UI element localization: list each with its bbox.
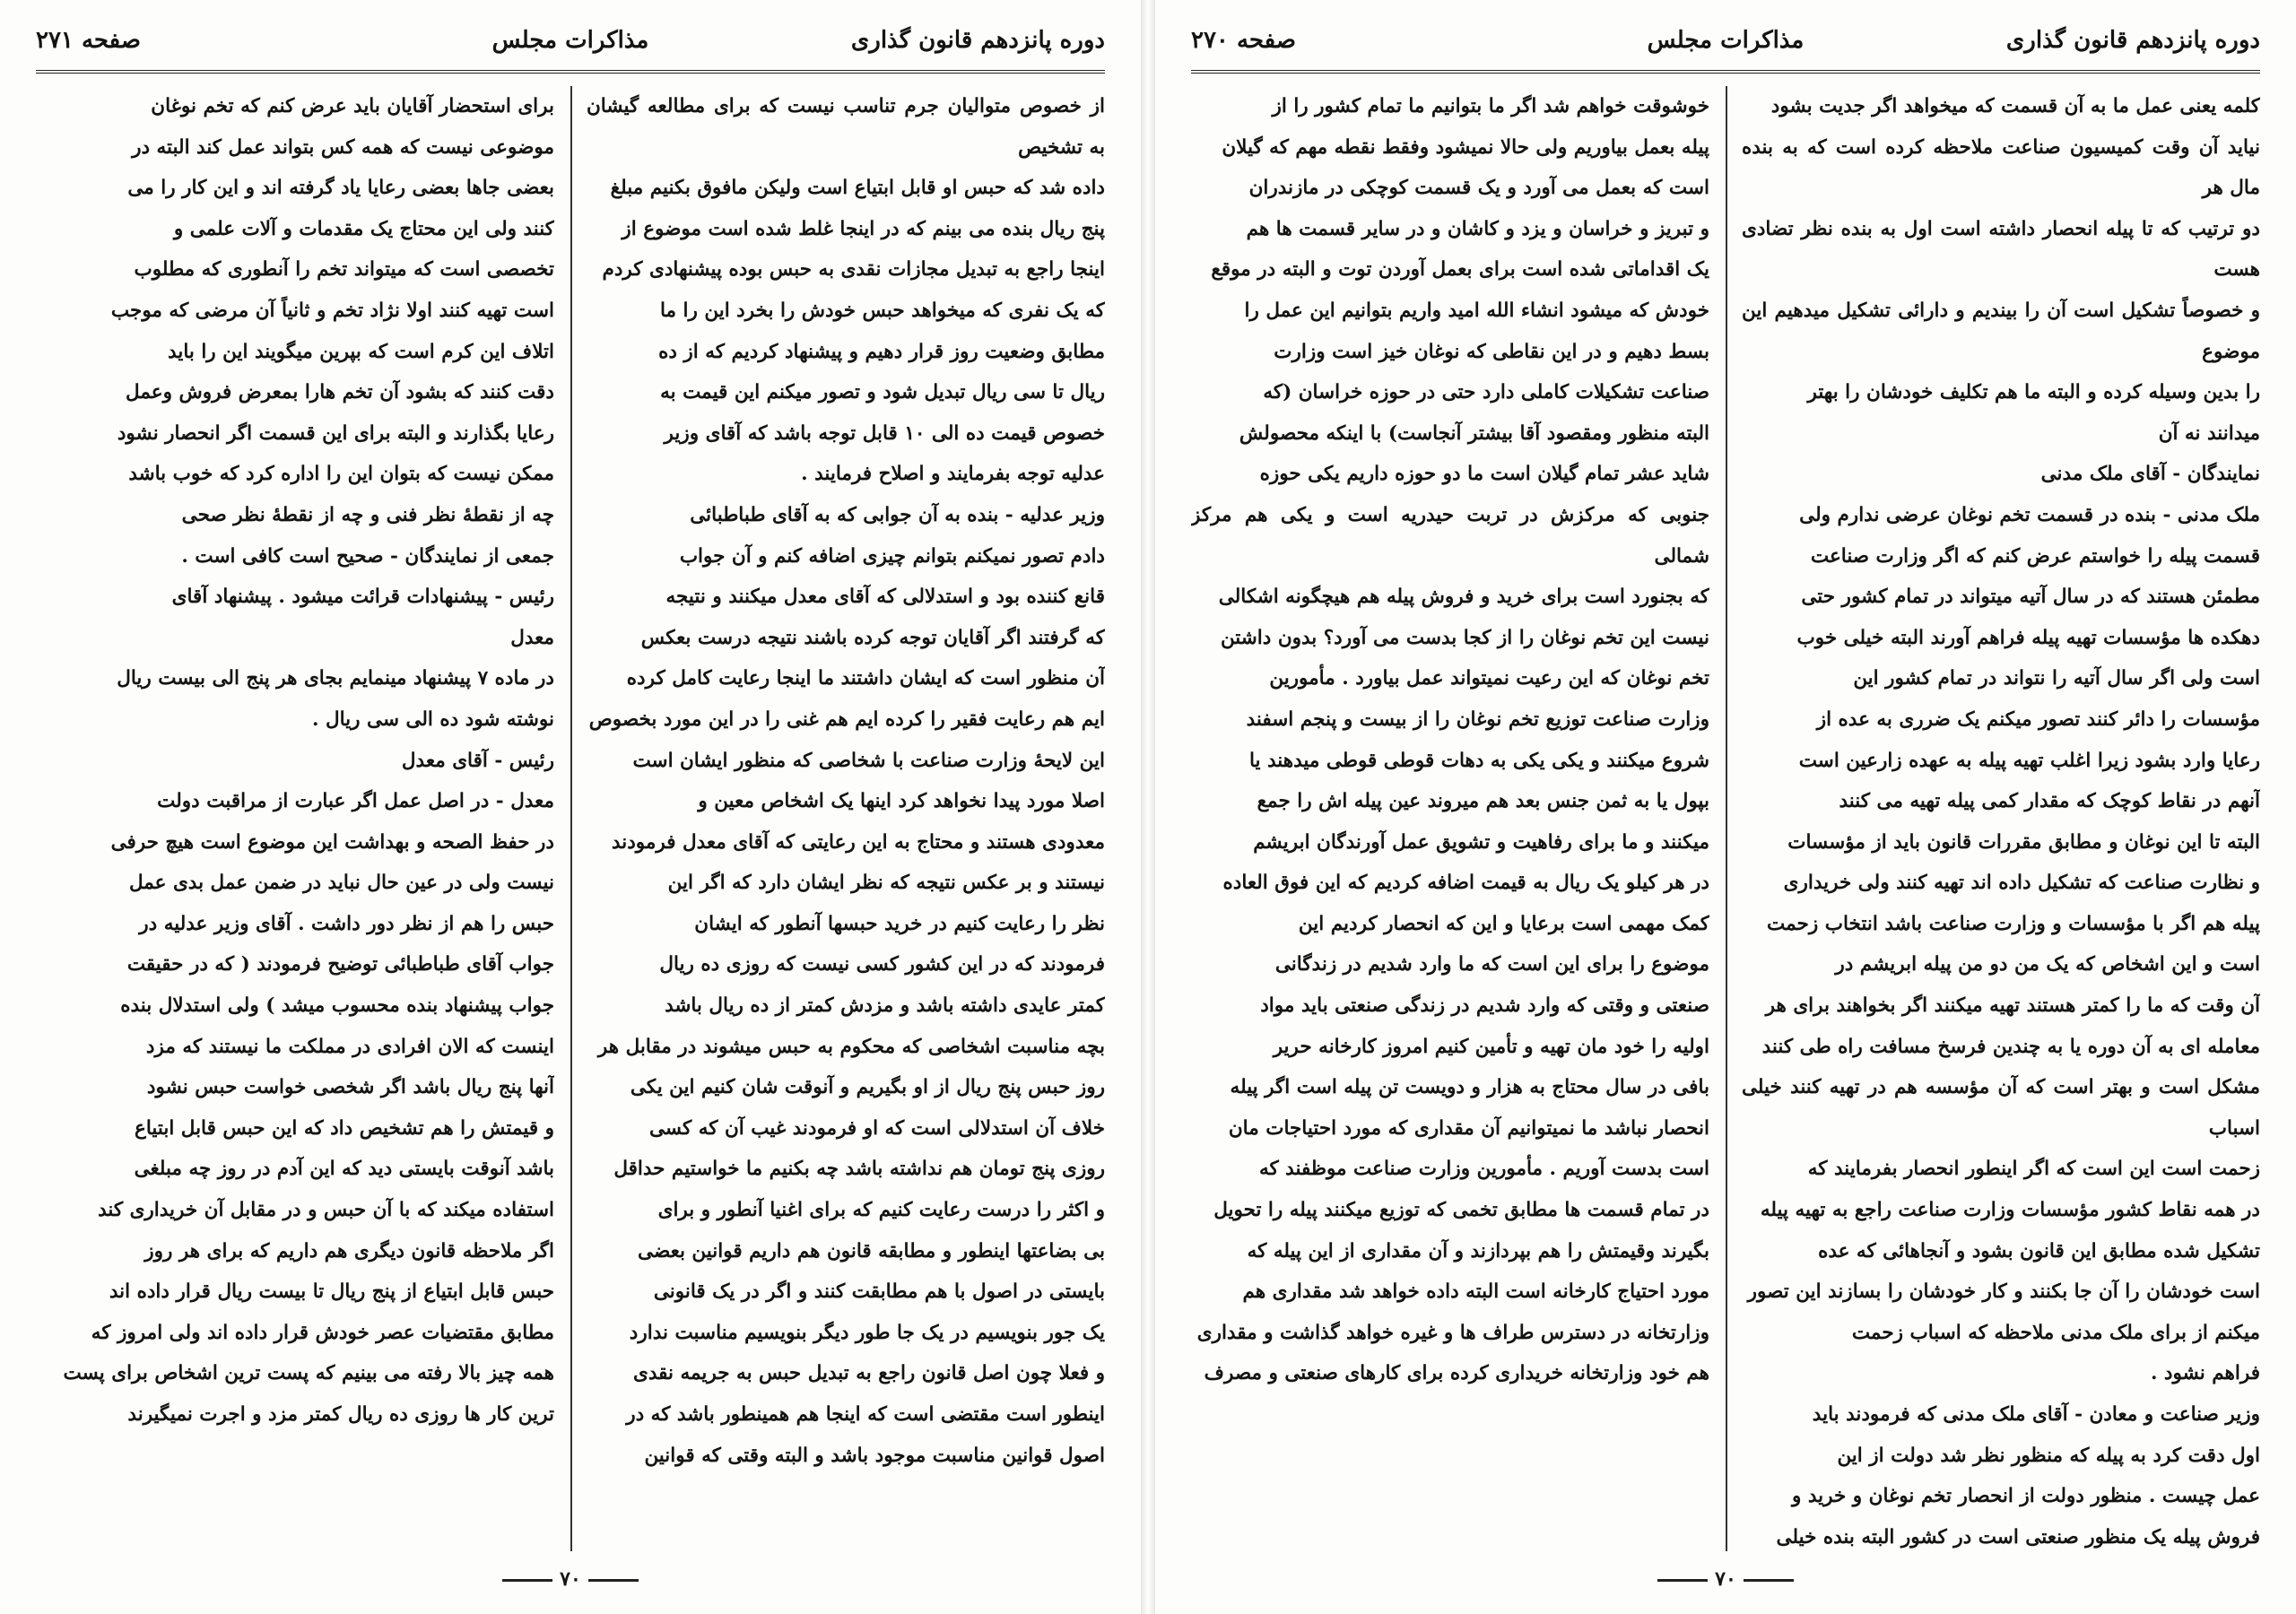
section-title: مذاکرات مجلس [1647, 27, 1805, 54]
footer-number: ۷۰ [560, 1567, 581, 1591]
column-text: خوشوقت خواهم شد اگر ما بتوانیم ما تمام کشور را از پیله بعمل بیاوریم ولی حالا نمیشود وفقط نقطه مهم که گیلان است که بعمل می آورد و یک قسمت کوچکی در مازندران و تبریز و خراسان و یزد و کاشان و در سایر قسمت ها هم یک اقداماتی شده است برای بعمل آوردن توت و البته در موقع خودش که میشود انشاء الله امید واریم بتوانیم این عمل را بسط دهیم و در این نقاطی که نوغان خیز است وزارت صناعت تشکیلات کاملی دارد حتی در حوزه خراسان (که البته منظور ومقصود آقا بیشتر آنجاست) با اینکه محصولش شاید عشر تمام گیلان است ما دو حوزه داریم یکی حوزه جنوبی که مرکزش در تربت حیدریه است و یکی هم مرکز شمالی که بجنورد است برای خرید و فروش پیله هم هیچگونه اشکالی نیست این تخم نوغان را از کجا بدست می آورد؟ بدون داشتن تخم نوغان که این رعیت نمیتواند عمل بیاورد . مأمورین وزارت صناعت توزیع تخم نوغان را از بیست و پنجم اسفند شروع میکنند و یکی یکی به دهات قوطی قوطی میدهند یا بپول یا به ثمن جنس بعد هم میروند عین پیله اش را جمع میکنند و ما برای رفاهیت و تشویق عمل آورندگان ابریشم در هر کیلو یک ریال به قیمت اضافه کردیم که این فوق العاده کمک مهمی است برعایا و این که انحصار کردیم این موضوع را برای این است که ما وارد شدیم در زندگانی صنعتی و وقتی که وارد شدیم در زندگی صنعتی باید مواد اولیه را خود مان تهیه و تأمین کنیم امروز کارخانه حریر بافی در سال محتاج به هزار و دویست تن پیله است اگر پیله انحصار نباشد ما نمیتوانیم آن مقداری که مورد احتیاجات مان است بدست آوریم . مأمورین وزارت صناعت موظفند که در تمام قسمت ها مطابق تخمی که توزیع میکنند پیله را تحویل بگیرند وقیمتش را هم بپردازند و آن مقداری از این پیله که مورد احتیاج کارخانه است البته داده خواهد شد مقداری هم وزارتخانه در دسترس طراف ها و غیره خواهد گذاشت و مقداری هم خود وزارتخانه خریداری کرده برای کارهای صنعتی و مصرف [1191, 95, 1709, 1385]
text-columns [1191, 86, 2260, 1551]
footer-rule [502, 1579, 552, 1582]
column-text: کلمه یعنی عمل ما به آن قسمت که میخواهد اگر جدیت بشود نیاید آن وقت کمیسیون صناعت ملاحظه کرده است که به بنده مال هر دو ترتیب که تا پیله انحصار داشته است اول به بنده نظر تضادی هست و خصوصاً تشکیل است آن را بیندیم و دارائی تشکیل میدهیم این موضوع را بدین وسیله کرده و البته ما هم تکلیف خودشان را بهتر میدانند نه آن نمایندگان - آقای ملک مدنی ملک مدنی - بنده در قسمت تخم نوغان عرضی ندارم ولی قسمت پیله را خواستم عرض کنم که اگر وزارت صناعت مطمئن هستند که در سال آتیه میتواند در تمام کشور حتی دهکده ها مؤسسات تهیه پیله فراهم آورند البته خیلی خوب است ولی اگر سال آتیه را نتواند در تمام کشور این مؤسسات را دائر کنند تصور میکنم یک ضرری به عده از رعایا وارد بشود زیرا اغلب تهیه پیله به عهده زارعین است آنهم در نقاط کوچک که مقدار کمی پیله تهیه می کنند البته تا این نوغان و مطابق مقررات قانون باید از مؤسسات و نظارت صناعت که تشکیل داده اند تهیه کنند ولی خریداری پیله هم اگر با مؤسسات و وزارت صناعت باشد انتخاب زحمت است و این اشخاص که یک من دو من پیله ابریشم در آن وقت که ما را کمتر هستند تهیه میکنند اگر بخواهند برای هر معامله ای به آن دوره یا به چندین فرسخ مسافت راه طی کنند مشکل است و بهتر است که آن مؤسسه هم در تهیه کنند خیلی اسباب زحمت است این است که اگر اینطور انحصار بفرمایند که در همه نقاط کشور مؤسسات وزارت صناعت راجع به تهیه پیله تشکیل شده مطابق این قانون بشود و آنجاهائی که عده است خودشان را آن جا بکنند و کار خودشان را بسازند این تصور میکنم از برای ملک مدنی ملاحظه که اسباب زحمت فراهم نشود . وزیر صناعت و معادن - آقای ملک مدنی که فرمودند باید اول دقت کرد به پیله که منظور نظر شد دولت از این عمل چیست . منظور دولت از انحصار تخم نوغان و خرید و فروش پیله یک منظور صنعتی است در کشور البته بنده خیلی [1742, 95, 2260, 1549]
page-footer [0, 1567, 1141, 1591]
section-title: مذاکرات مجلس [491, 27, 649, 54]
column-right [587, 86, 1105, 1551]
column-text: برای استحضار آقایان باید عرض کنم که تخم نوغان موضوعی نیست که همه کس بتواند عمل کند البته در بعضی جاها بعضی رعایا یاد گرفته اند و این کار را می کنند ولی این محتاج یک مقدمات و آلات علمی و تخصصی است که میتواند تخم را آنطوری که مطلوب است تهیه کنند اولا نژاد تخم و ثانیاً آن مرضی که موجب اتلاف این کرم است که بپرین میگویند این را باید دقت کنند که بشود آن تخم هارا بمعرض فروش وعمل رعایا بگذارند و البته برای این قسمت اگر انحصار نشود ممکن نیست که بتوان این را اداره کرد که خوب باشد چه از نقطهٔ نظر فنی و چه از نقطهٔ نظر صحی جمعی از نمایندگان - صحیح است کافی است . رئیس - پیشنهادات قرائت میشود . پیشنهاد آقای معدل در ماده ۷ پیشنهاد مینمایم بجای هر پنج الی بیست ریال نوشته شود ده الی سی ریال . رئیس - آقای معدل معدل - در اصل عمل اگر عبارت از مراقبت دولت در حفظ الصحه و بهداشت این موضوع است هیچ حرفی نیست ولی در عین حال نباید در ضمن عمل بدی عمل حبس را هم از نظر دور داشت . آقای وزیر عدلیه در جواب آقای طباطبائی توضیح فرمودند ( که در حقیقت جواب پیشنهاد بنده محسوب میشد ) ولی استدلال بنده اینست که الان افرادی در مملکت ما نیستند که مزد آنها پنج ریال باشد اگر شخصی خواست حبس نشود و قیمتش را هم تشخیص داد که این حبس قابل ابتیاع باشد آنوقت بایستی دید که این آدم در روز چه مبلغی استفاده میکند که با آن حبس و در مقابل آن خریداری کند اگر ملاحظه قانون دیگری هم داریم که برای هر روز حبس قابل ابتیاع از پنج ریال تا بیست ریال قرار داده اند مطابق مقتضیات عصر خودش قرار داده اند ولی امروز که همه چیز بالا رفته می بینیم که پست ترین اشخاص برای پست ترین کار ها روزی ده ریال کمتر مزد و اجرت نمیگیرند [63, 95, 554, 1426]
column-left [36, 86, 554, 1551]
text-columns [36, 86, 1105, 1551]
page-header [1191, 16, 2260, 74]
page-footer [1155, 1567, 2296, 1591]
series-title: دوره پانزدهم قانون گذاری [850, 27, 1105, 54]
column-divider [1726, 86, 1727, 1551]
page-number: صفحه ۲۷۱ [36, 27, 141, 54]
column-divider [570, 86, 572, 1551]
page-header [36, 16, 1105, 74]
column-left [1191, 86, 1709, 1551]
footer-rule [1744, 1579, 1794, 1582]
column-text: از خصوص متوالیان جرم تناسب نیست که برای مطالعه گیشان به تشخیص داده شد که حبس او قابل ابتیاع است ولیکن مافوق بکنیم مبلغ پنج ریال بنده می بینم که در اینجا غلط شده است موضوع از اینجا راجع به تبدیل مجازات نقدی به حبس بوده پیشنهادی کردم که یک نفری که میخواهد حبس خودش را بخرد این را ما مطابق وضعیت روز قرار دهیم و پیشنهاد کردیم که از ده ریال تا سی ریال تبدیل شود و تصور میکنم این قیمت به خصوص قیمت ده الی ۱۰ قابل توجه باشد که آقای وزیر عدلیه توجه بفرمایند و اصلاح فرمایند . وزیر عدلیه - بنده به آن جوابی که به آقای طباطبائی دادم تصور نمیکنم بتوانم چیزی اضافه کنم و آن جواب قانع کننده بود و استدلالی که آقای معدل میکنند و نتیجه که گرفتند اگر آقایان توجه کرده باشند نتیجه درست بعکس آن منظور است که ایشان داشتند ما اینجا رعایت کامل کرده ایم هم رعایت فقیر را کرده ایم هم غنی را در این مورد بخصوص این لایحهٔ وزارت صناعت با شخاصی که منظور ایشان است اصلا مورد پیدا نخواهد کرد اینها یک اشخاص معین و معدودی هستند و محتاج به این رعایتی که آقای معدل فرمودند نیستند و بر عکس نتیجه که نظر ایشان دارد که اگر این نظر را رعایت کنیم در خرید حبسها آنطور که ایشان فرمودند که در این کشور کسی نیست که روزی ده ریال کمتر عایدی داشته باشد و مزدش کمتر از ده ریال باشد بچه مناسبت اشخاصی که محکوم به حبس میشوند در مقابل هر روز حبس پنج ریال از او بگیریم و آنوقت شان کنیم این یکی خلاف آن استدلالی است که او فرمودند غیب آن که کسی روزی پنج تومان هم نداشته باشد چه بکنیم ما خواستیم حداقل و اکثر را درست رعایت کنیم که برای اغنیا آنطور و برای بی بضاعتها اینطور و مطابقه قانون هم داریم قوانین بعضی بایستی در اصول با هم مطابقت کنند و اگر در یک قانونی یک جور بنویسیم در یک جا طور دیگر بنویسیم مناسبت ندارد و فعلا چون اصل قانون راجع به تبدیل حبس به جریمه نقدی اینطور است مقتضی است که اینجا هم همینطور باشد که در اصول قوانین مناسبت موجود باشد و البته وقتی که قوانین [587, 95, 1105, 1467]
book-gutter [1141, 0, 1155, 1614]
footer-number: ۷۰ [1715, 1567, 1736, 1591]
footer-rule [1657, 1579, 1708, 1582]
left-page [0, 0, 1141, 1614]
page-number: صفحه ۲۷۰ [1191, 27, 1296, 54]
footer-rule [588, 1579, 639, 1582]
column-right [1742, 86, 2260, 1551]
right-page [1155, 0, 2296, 1614]
series-title: دوره پانزدهم قانون گذاری [2005, 27, 2260, 54]
